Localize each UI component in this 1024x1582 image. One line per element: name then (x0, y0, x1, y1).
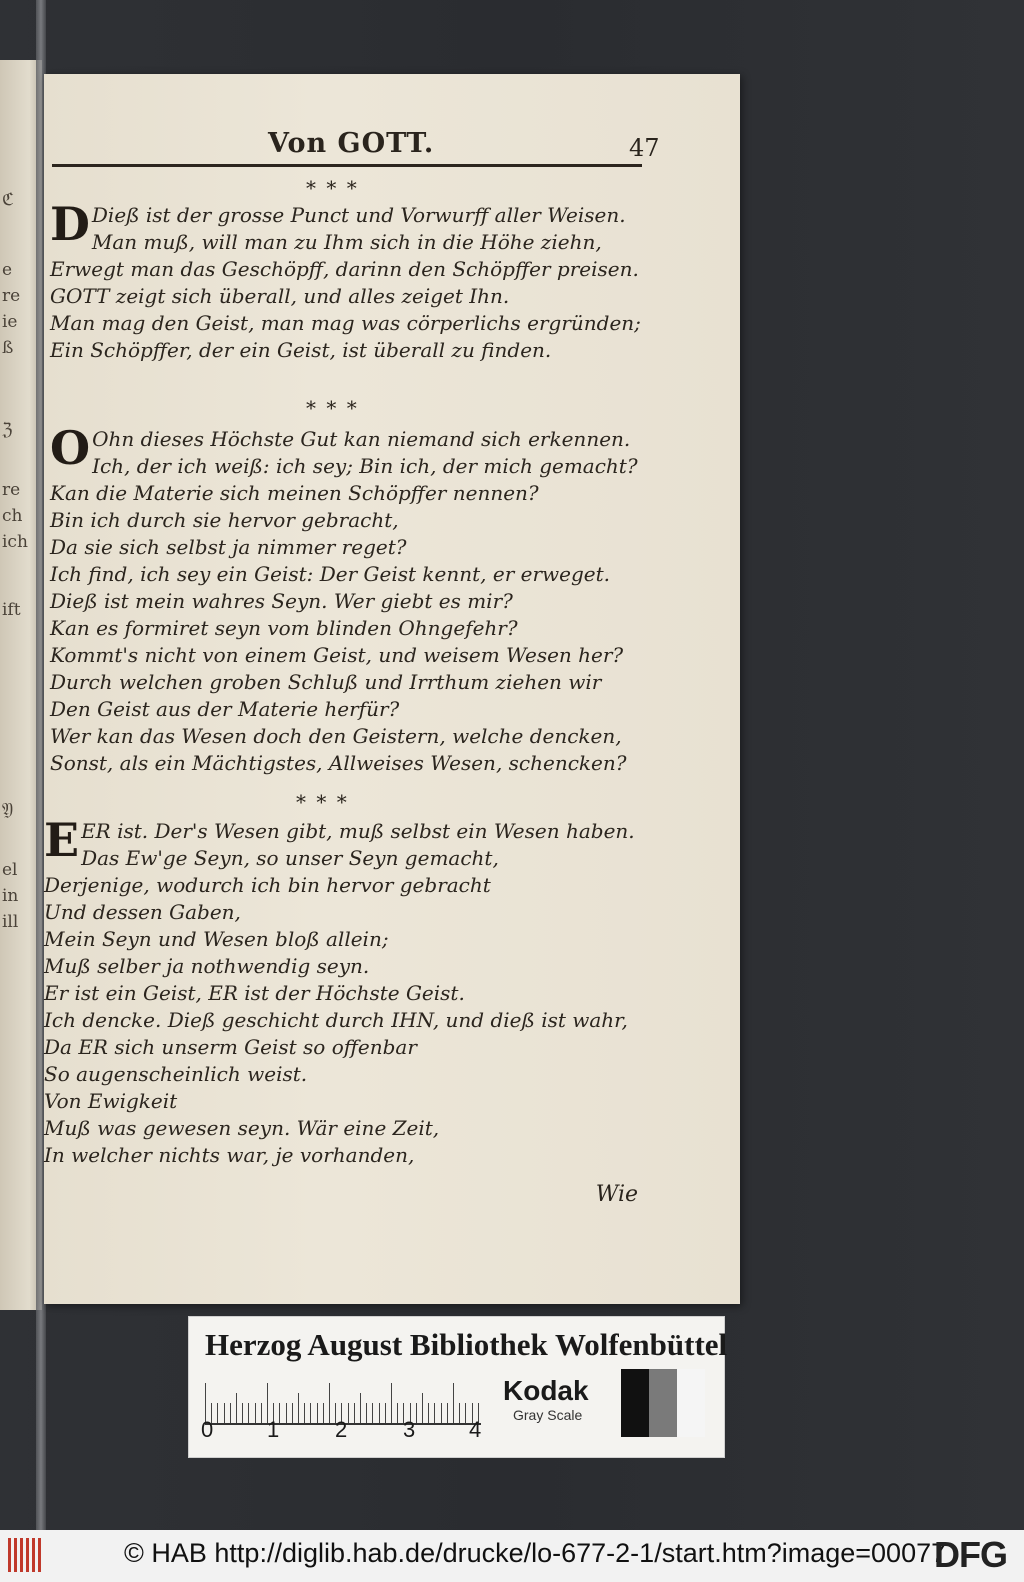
ruler-tick (329, 1383, 330, 1423)
verse-line: Kan es formiret seyn vom blinden Ohngefehr? (50, 616, 518, 640)
verse-line: Man mag den Geist, man mag was cörperlichs ergründen; (50, 311, 641, 335)
previous-page-fragment: 𝔜 (2, 800, 14, 820)
drop-initial: D (50, 197, 90, 251)
verse-line: Ich dencke. Dieß geschicht durch IHN, und dieß ist wahr, (44, 1008, 628, 1032)
previous-page-fragment: ℭ (2, 190, 14, 210)
verse-line: Durch welchen groben Schluß und Irrthum ziehen wir (50, 670, 602, 694)
verse-line: Muß selber ja nothwendig seyn. (44, 954, 370, 978)
stanza-2 (50, 421, 660, 777)
hab-logo-icon (8, 1538, 44, 1572)
page-number: 47 (629, 134, 660, 162)
verse-line: Kommt's nicht von einem Geist, und weisem Wesen her? (50, 643, 624, 667)
verse-line: Ich, der ich weiß: ich sey; Bin ich, der mich gemacht? (92, 454, 638, 478)
previous-page-fragment: ich (2, 532, 28, 552)
previous-page-fragment: ß (2, 338, 14, 358)
ruler-tick (459, 1403, 460, 1423)
kodak-subtitle: Gray Scale (513, 1407, 583, 1423)
ruler-tick (447, 1403, 448, 1423)
ruler-number: 2 (335, 1417, 348, 1442)
verse-line: Erwegt man das Geschöpff, darinn den Schöpffer preisen. (50, 257, 639, 281)
verse-line: Den Geist aus der Materie herfür? (50, 697, 400, 721)
color-target-card (188, 1316, 728, 1458)
ruler-tick (248, 1403, 249, 1423)
ruler-tick (434, 1403, 435, 1423)
ruler-tick (354, 1403, 355, 1423)
verse-line: Wer kan das Wesen doch den Geistern, welche dencken, (50, 724, 622, 748)
ruler-tick (379, 1403, 380, 1423)
ruler-tick (348, 1403, 349, 1423)
kodak-logo: Kodak (503, 1375, 589, 1406)
ruler-tick (422, 1393, 423, 1423)
previous-page-fragment: ill (2, 912, 19, 932)
ruler-tick (441, 1403, 442, 1423)
ruler-tick (317, 1403, 318, 1423)
verse-line: O Ohn dieses Höchste Gut kan niemand sich erkennen. (50, 421, 631, 475)
running-title: Von GOTT. (268, 128, 435, 159)
previous-page-fragment: ie (2, 312, 18, 332)
ruler-tick (397, 1403, 398, 1423)
ruler-tick (217, 1403, 218, 1423)
previous-page-fragment: re (2, 286, 21, 306)
verse-line: Und dessen Gaben, (44, 900, 241, 924)
catchword: Wie (595, 1182, 638, 1207)
ruler-tick (224, 1403, 225, 1423)
ruler-number: 4 (469, 1417, 482, 1442)
header-rule (52, 164, 642, 167)
ruler-tick (323, 1403, 324, 1423)
verse-line: Mein Seyn und Wesen bloß allein; (44, 927, 389, 951)
ruler-tick (286, 1403, 287, 1423)
verse-line: Sonst, als ein Mächtigstes, Allweises Wesen, schencken? (50, 751, 627, 775)
ruler-tick (298, 1393, 299, 1423)
verse-line: Da sie sich selbst ja nimmer reget? (50, 535, 407, 559)
stanza-separator: * * * (306, 176, 359, 200)
ruler-tick (416, 1403, 417, 1423)
gray-patch-black (621, 1369, 649, 1437)
ruler-number: 3 (403, 1417, 416, 1442)
ruler-tick (310, 1403, 311, 1423)
stanza-separator: * * * (306, 396, 359, 420)
verse-line: Ich find, ich sey ein Geist: Der Geist kennt, er erweget. (50, 562, 611, 586)
verse-line: GOTT zeigt sich überall, und alles zeiget Ihn. (50, 284, 510, 308)
verse-line: Das Ew'ge Seyn, so unser Seyn gemacht, (81, 846, 499, 870)
ruler-tick (236, 1393, 237, 1423)
verse-line: Muß was gewesen seyn. Wär eine Zeit, (44, 1116, 440, 1140)
drop-initial: E (44, 813, 80, 867)
verse-line: Von Ewigkeit (44, 1089, 178, 1113)
verse-line: Derjenige, wodurch ich bin hervor gebracht (44, 873, 491, 897)
ruler-tick (385, 1403, 386, 1423)
ruler-tick (453, 1383, 454, 1423)
ruler-number: 1 (267, 1417, 280, 1442)
verse-line: Kan die Materie sich meinen Schöpffer nennen? (50, 481, 539, 505)
ruler-tick (465, 1403, 466, 1423)
book-page (44, 74, 740, 1304)
stanza-1 (50, 197, 660, 364)
verse-line: In welcher nichts war, je vorhanden, (44, 1143, 415, 1167)
ruler-tick (428, 1403, 429, 1423)
ruler-tick (366, 1403, 367, 1423)
ruler-tick (279, 1403, 280, 1423)
ruler-tick (255, 1403, 256, 1423)
ruler-tick (372, 1403, 373, 1423)
previous-page-fragment: el (2, 860, 18, 880)
verse-line: Er ist ein Geist, ER ist der Höchste Geist. (44, 981, 465, 1005)
ruler-tick (242, 1403, 243, 1423)
verse-line: Man muß, will man zu Ihm sich in die Höhe ziehn, (91, 230, 602, 254)
stanza-separator: * * * (296, 790, 349, 814)
previous-page-fragment: in (2, 886, 19, 906)
ruler-tick (292, 1403, 293, 1423)
ruler-tick (261, 1403, 262, 1423)
verse-line: Dieß ist mein wahres Seyn. Wer giebt es mir? (50, 589, 513, 613)
drop-initial: O (50, 421, 91, 475)
library-name: Herzog August Bibliothek Wolfenbüttel (205, 1327, 728, 1362)
ruler-tick (230, 1403, 231, 1423)
previous-page-fragment: ift (2, 600, 21, 620)
verse-line: Ein Schöpffer, der ein Geist, ist überall zu finden. (50, 338, 552, 362)
ruler-tick (360, 1393, 361, 1423)
previous-page-fragment: ch (2, 506, 23, 526)
previous-page-fragment: re (2, 480, 21, 500)
stanza-3 (44, 813, 654, 1169)
ruler-number: 0 (201, 1417, 214, 1442)
verse-line: D Dieß ist der grosse Punct und Vorwurff aller Weisen. (50, 197, 626, 251)
verse-line: So augenscheinlich weist. (44, 1062, 308, 1086)
gray-patch-mid (649, 1369, 677, 1437)
previous-page-fragment: e (2, 260, 13, 280)
dfg-logo: DFG (934, 1534, 1007, 1575)
verse-line: EER ist. Der's Wesen gibt, muß selbst ein Wesen haben. (44, 813, 635, 867)
verse-line: Bin ich durch sie hervor gebracht, (50, 508, 399, 532)
ruler-tick (391, 1383, 392, 1423)
verse-line: Da ER sich unserm Geist so offenbar (44, 1035, 417, 1059)
ruler-tick (304, 1403, 305, 1423)
previous-page-fragment: ℨ (2, 420, 13, 440)
gray-patch-white (677, 1369, 705, 1437)
footer-bar (0, 1530, 1024, 1582)
footer-credit[interactable]: © HAB http://diglib.hab.de/drucke/lo-677-2-1/start.htm?image=00077 (124, 1538, 947, 1568)
